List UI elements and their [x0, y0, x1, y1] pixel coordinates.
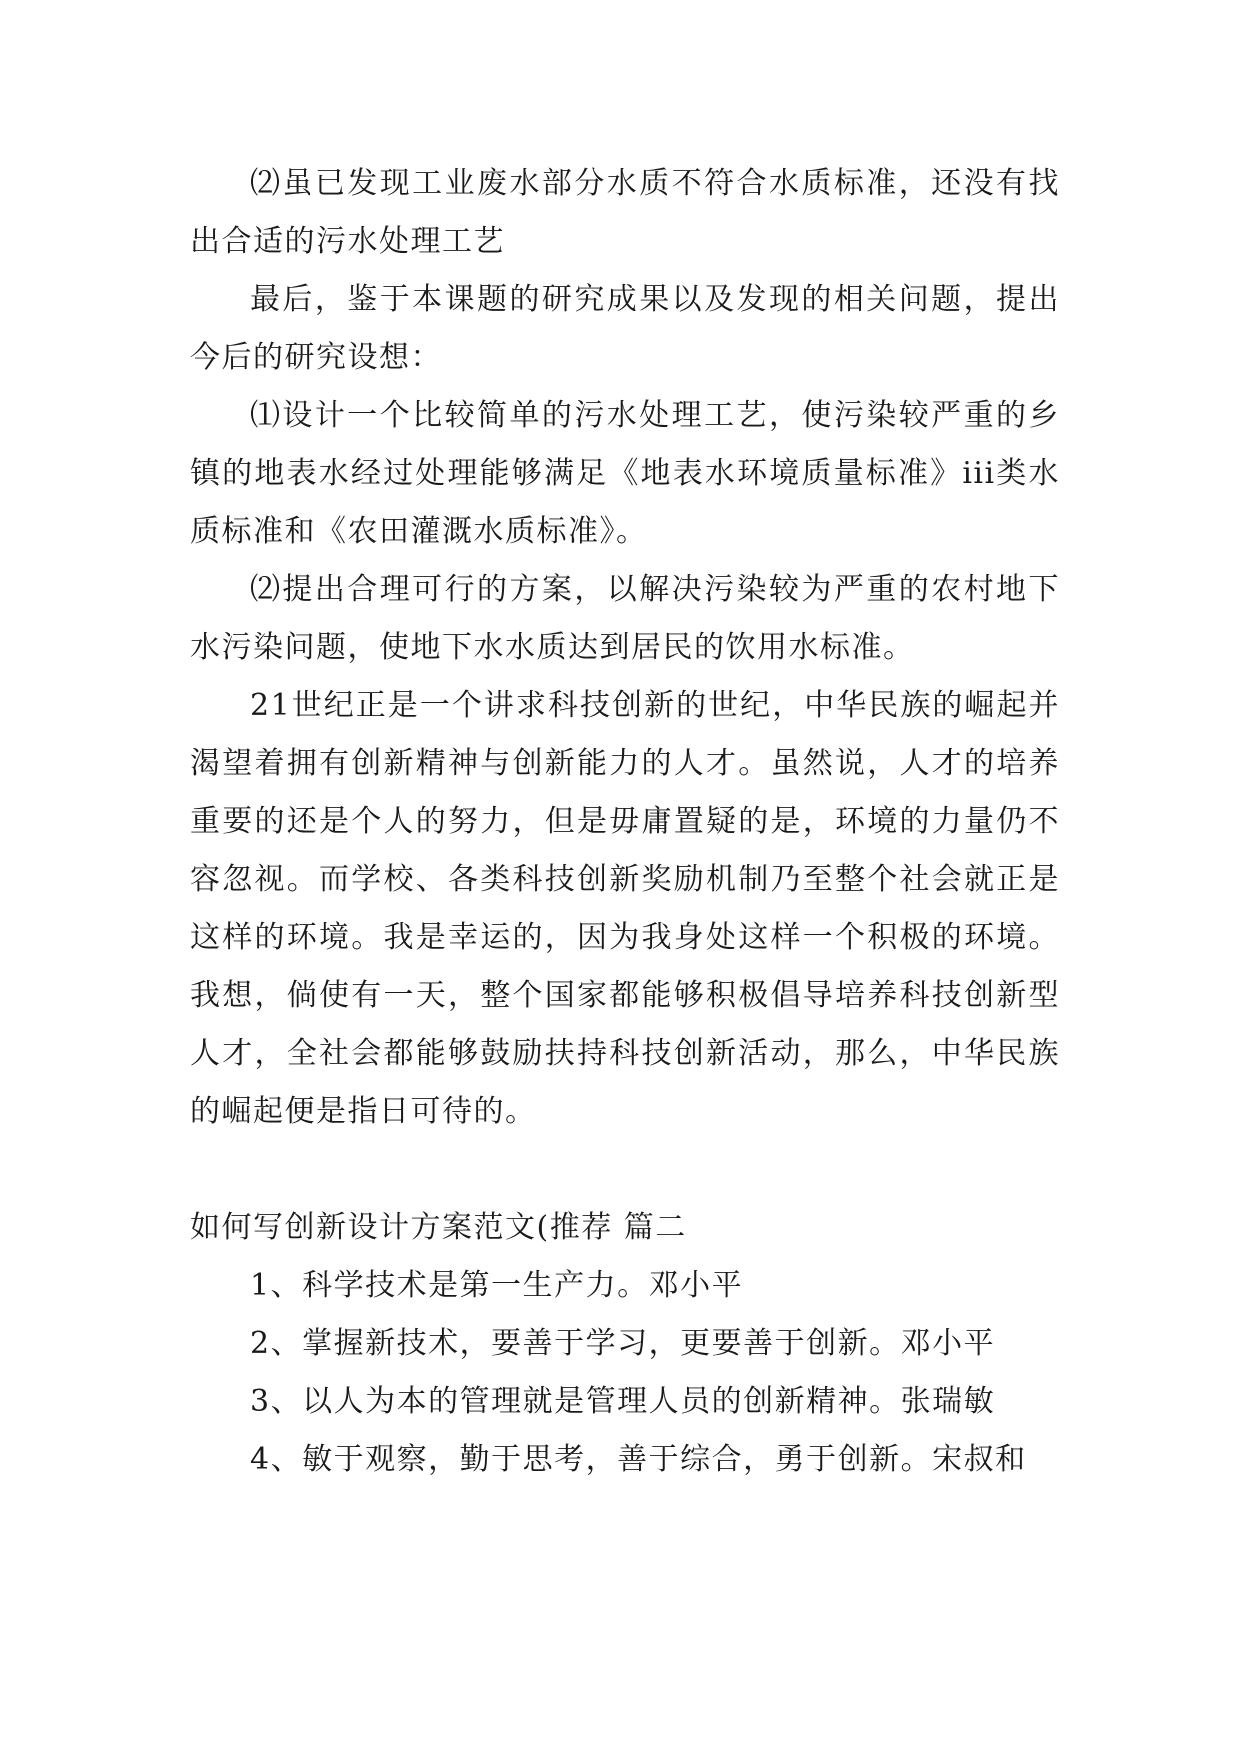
- quote-item: 4、敏于观察，勤于思考，善于综合，勇于创新。宋叔和: [250, 1442, 1027, 1477]
- section-spacer: [190, 1141, 1060, 1199]
- paragraph: ⑵提出合理可行的方案，以解决污染较为严重的农村地下水污染问题，使地下水水质达到居民的饮用水标准。: [190, 572, 1060, 665]
- quote-item: 1、科学技术是第一生产力。邓小平: [250, 1268, 744, 1303]
- paragraph: 最后，鉴于本课题的研究成果以及发现的相关问题，提出今后的研究设想：: [190, 282, 1060, 375]
- quote-item: 3、以人为本的管理就是管理人员的创新精神。张瑞敏: [250, 1384, 996, 1419]
- document-body: [190, 155, 1060, 1489]
- section-heading: 如何写创新设计方案范文(推荐 篇二: [190, 1210, 687, 1245]
- paragraph: 21世纪正是一个讲求科技创新的世纪，中华民族的崛起并渴望着拥有创新精神与创新能力的人才。虽然说，人才的培养重要的还是个人的努力，但是毋庸置疑的是，环境的力量仍不容忽视。而学校、各类科技创新奖励机制乃至整个社会就正是这样的环境。我是幸运的，因为我身处这样一个积极的环境。我想，倘使有一天，整个国家都能够积极倡导培养科技创新型人才，全社会都能够鼓励扶持科技创新活动，那么，中华民族的崛起便是指日可待的。: [190, 688, 1060, 1129]
- quote-item: 2、掌握新技术，要善于学习，更要善于创新。邓小平: [250, 1326, 996, 1361]
- paragraph: ⑵虽已发现工业废水部分水质不符合水质标准，还没有找出合适的污水处理工艺: [190, 166, 1060, 259]
- paragraph: ⑴设计一个比较简单的污水处理工艺，使污染较严重的乡镇的地表水经过处理能够满足《地表水环境质量标准》iii类水质标准和《农田灌溉水质标准》。: [190, 398, 1060, 549]
